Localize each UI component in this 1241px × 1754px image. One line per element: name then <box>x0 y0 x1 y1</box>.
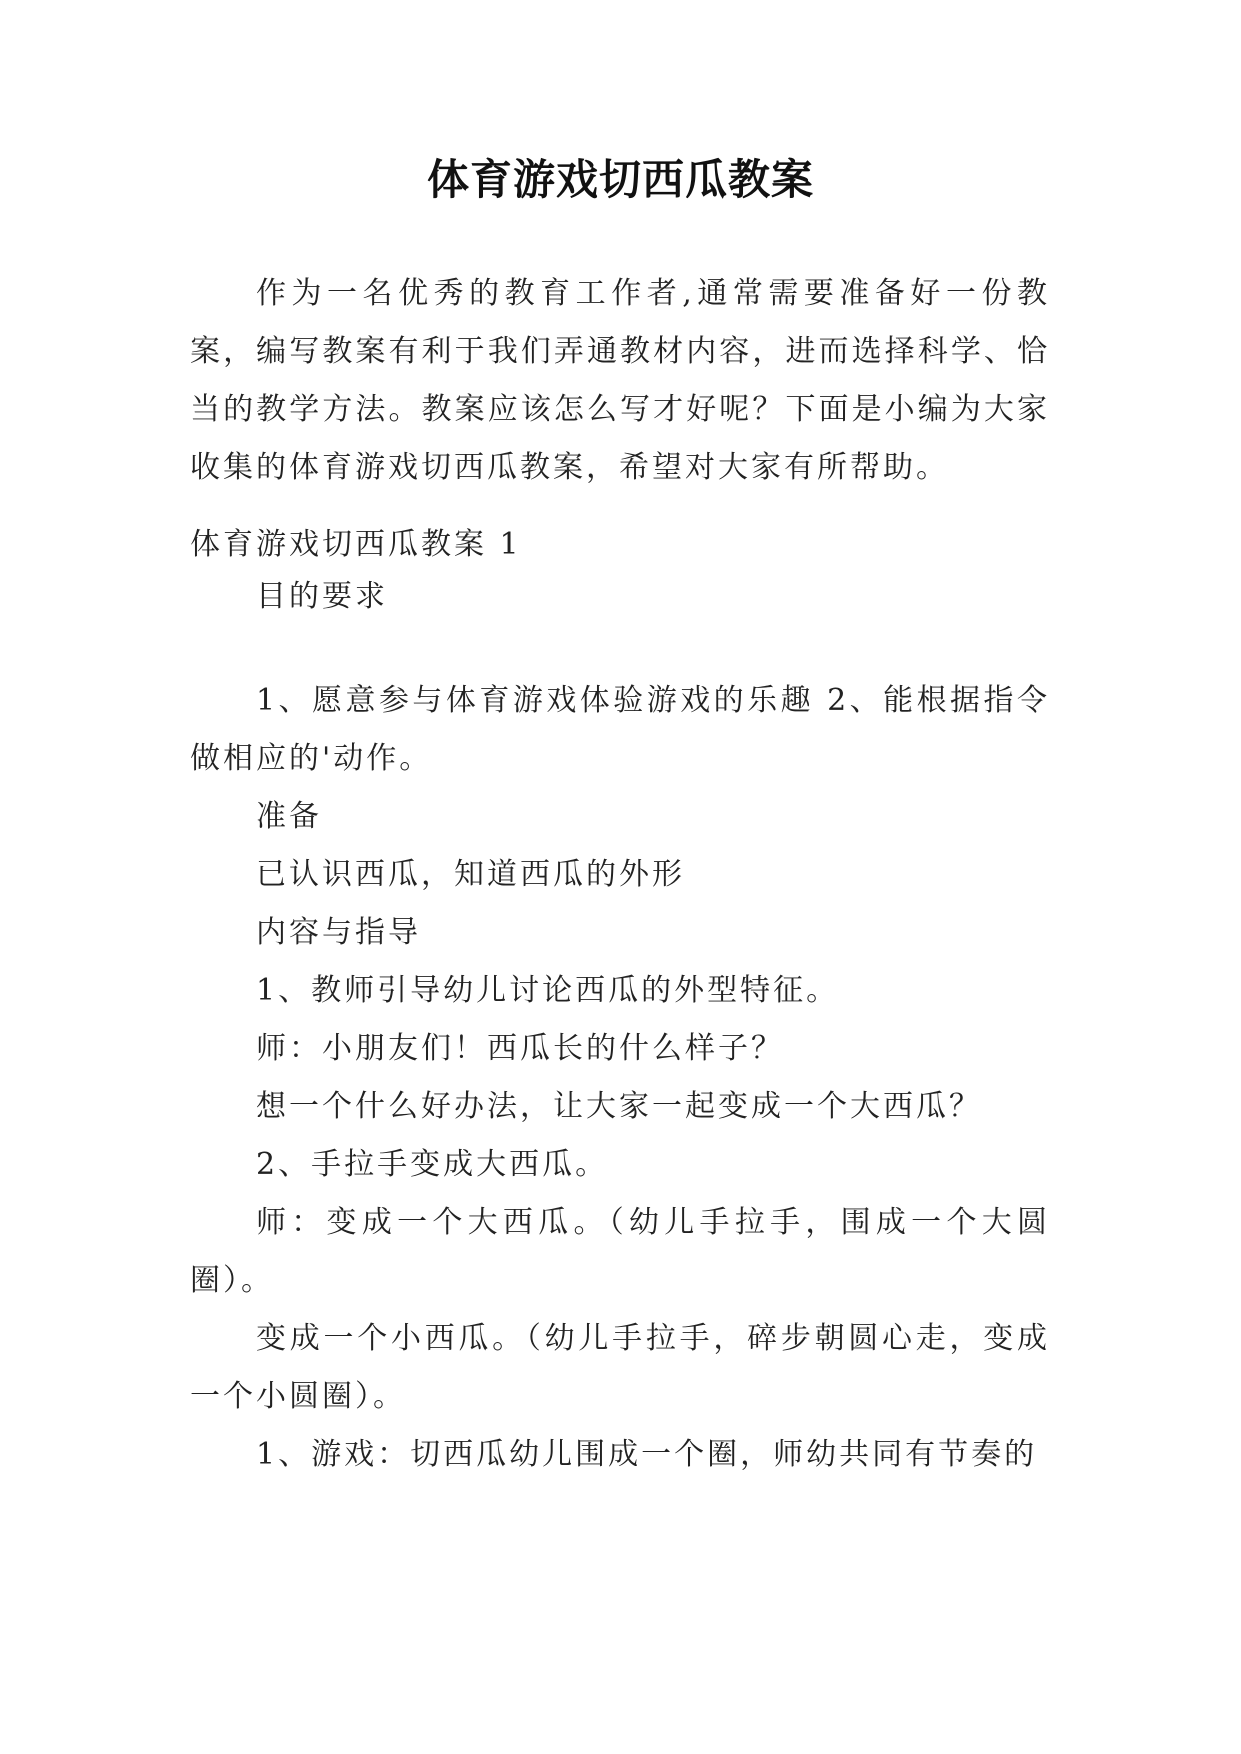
teacher-question-1: 师：小朋友们！西瓜长的什么样子？ <box>256 1031 784 1066</box>
step-1: 1、教师引导幼儿讨论西瓜的外型特征。 <box>256 973 840 1008</box>
intro-block <box>190 265 1050 497</box>
step-2: 2、手拉手变成大西瓜。 <box>256 1147 609 1182</box>
intro-paragraph: 作为一名优秀的教育工作者,通常需要准备好一份教案，编写教案有利于我们弄通教材内容，进而选择科学、恰当的教学方法。教案应该怎么写才好呢？下面是小编为大家收集的体育游戏切西瓜教案，希望对大家有所帮助。 <box>190 276 1050 485</box>
purpose-block <box>190 672 1050 1484</box>
section-heading-block <box>190 516 1050 574</box>
prep-text: 已认识西瓜，知道西瓜的外形 <box>256 857 685 892</box>
section-heading: 体育游戏切西瓜教案 1 <box>190 527 522 562</box>
prep-heading: 准备 <box>256 799 322 834</box>
teacher-small-watermelon: 变成一个小西瓜。（幼儿手拉手，碎步朝圆心走，变成一个小圆圈）。 <box>190 1321 1050 1414</box>
teacher-big-watermelon: 师：变成一个大西瓜。（幼儿手拉手，围成一个大圆圈）。 <box>190 1205 1050 1298</box>
purpose-heading-block <box>190 568 1050 626</box>
purpose-heading: 目的要求 <box>256 579 388 614</box>
content-heading: 内容与指导 <box>256 915 421 950</box>
teacher-question-2: 想一个什么好办法，让大家一起变成一个大西瓜？ <box>256 1089 982 1124</box>
document-title: 体育游戏切西瓜教案 <box>426 155 814 204</box>
purpose-text: 1、愿意参与体育游戏体验游戏的乐趣 2、能根据指令做相应的'动作。 <box>190 683 1050 776</box>
game-step: 1、游戏：切西瓜幼儿围成一个圈，师幼共同有节奏的 <box>256 1437 1038 1472</box>
